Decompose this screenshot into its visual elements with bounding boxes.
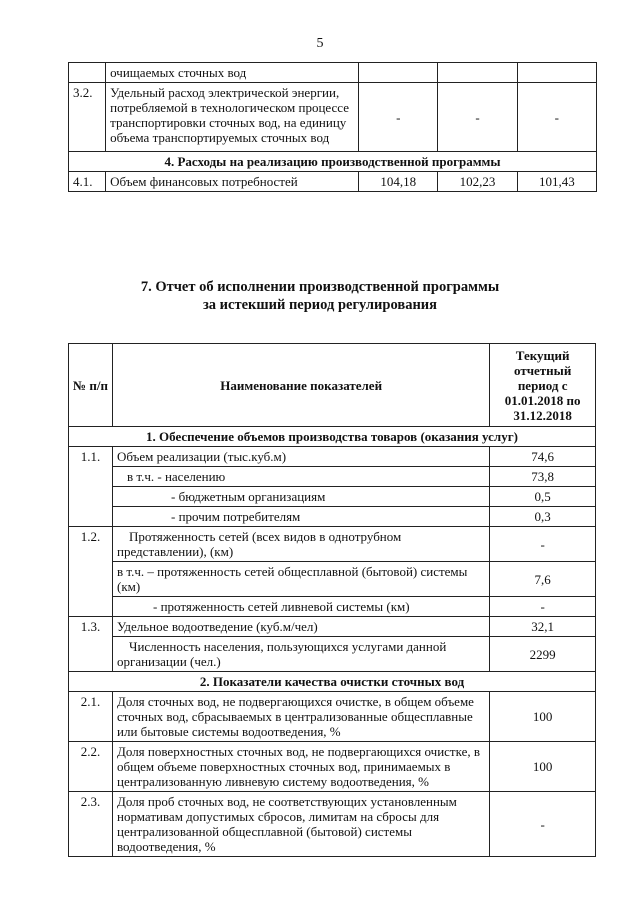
value-cell: -: [359, 83, 438, 152]
top-table: [68, 62, 597, 192]
row-number: 2.2.: [69, 742, 113, 792]
table-row: [69, 692, 596, 742]
table-row: [69, 83, 597, 152]
indicator-name: Объем реализации (тыс.куб.м): [113, 447, 490, 467]
table-row: [69, 467, 596, 487]
value-cell: -: [438, 83, 517, 152]
indicator-name: в т.ч. – протяженность сетей общесплавной (бытовой) системы (км): [113, 562, 490, 597]
table-row: [69, 172, 597, 192]
value-cell: 32,1: [490, 617, 596, 637]
row-number: 4.1.: [69, 172, 106, 192]
indicator-name: Доля поверхностных сточных вод, не подвергающихся очистке, в общем объеме поверхностных сточных вод, принимаемых в централизованную ливневую систему водоотведения, %: [113, 742, 490, 792]
value-cell: 101,43: [517, 172, 596, 192]
value-cell: 0,5: [490, 487, 596, 507]
indicator-name: Удельный расход электрической энергии, потребляемой в технологическом процессе транспортировки сточных вод, на единицу объема транспортируемых сточных вод: [106, 83, 359, 152]
indicator-name: - бюджетным организациям: [113, 487, 490, 507]
section-title-line: 7. Отчет об исполнении производственной программы: [140, 279, 500, 295]
indicator-name: в т.ч. - населению: [113, 467, 490, 487]
section-heading: 4. Расходы на реализацию производственной программы: [69, 152, 597, 172]
table-row: [69, 792, 596, 857]
header-number: № п/п: [69, 344, 113, 427]
section-heading: 1. Обеспечение объемов производства товаров (оказания услуг): [69, 427, 596, 447]
value-cell: -: [517, 83, 596, 152]
indicator-name: Протяженность сетей (всех видов в однотрубном представлении), (км): [113, 527, 490, 562]
table-row: [69, 597, 596, 617]
header-row: [69, 344, 596, 427]
header-period: Текущий отчетный период с 01.01.2018 по 31.12.2018: [490, 344, 596, 427]
value-cell: [438, 63, 517, 83]
value-cell: 100: [490, 742, 596, 792]
value-cell: 2299: [490, 637, 596, 672]
row-number: [69, 63, 106, 83]
value-cell: 7,6: [490, 562, 596, 597]
value-cell: -: [490, 527, 596, 562]
indicator-name: очищаемых сточных вод: [106, 63, 359, 83]
table-row: [69, 637, 596, 672]
table-row: [69, 487, 596, 507]
table-row: [69, 742, 596, 792]
table-row: [69, 63, 597, 83]
section-row: [69, 152, 597, 172]
value-cell: [517, 63, 596, 83]
row-number: 3.2.: [69, 83, 106, 152]
page-number: 5: [316, 36, 324, 51]
section-row: [69, 672, 596, 692]
header-name: Наименование показателей: [113, 344, 490, 427]
value-cell: 74,6: [490, 447, 596, 467]
value-cell: 0,3: [490, 507, 596, 527]
value-cell: 104,18: [359, 172, 438, 192]
table-row: [69, 527, 596, 562]
indicator-name: Численность населения, пользующихся услугами данной организации (чел.): [113, 637, 490, 672]
table-row: [69, 447, 596, 467]
indicator-name: Доля проб сточных вод, не соответствующих установленным нормативам допустимых сбросов, лимитам на сбросы для централизованной общесплавной (бытовой) системы водоотведения, %: [113, 792, 490, 857]
value-cell: 100: [490, 692, 596, 742]
value-cell: 102,23: [438, 172, 517, 192]
value-cell: -: [490, 597, 596, 617]
value-cell: 73,8: [490, 467, 596, 487]
section-heading: 2. Показатели качества очистки сточных вод: [69, 672, 596, 692]
section-title-line: за истекший период регулирования: [202, 297, 438, 313]
indicator-name: Доля сточных вод, не подвергающихся очистке, в общем объеме сточных вод, сбрасываемых в централизованные общесплавные или бытовые системы водоотведения, %: [113, 692, 490, 742]
row-number: 2.1.: [69, 692, 113, 742]
indicator-name: Объем финансовых потребностей: [106, 172, 359, 192]
indicator-name: Удельное водоотведение (куб.м/чел): [113, 617, 490, 637]
row-number: 1.1.: [69, 447, 113, 527]
row-number: 1.2.: [69, 527, 113, 617]
report-table: [68, 343, 596, 857]
value-cell: [359, 63, 438, 83]
value-cell: -: [490, 792, 596, 857]
indicator-name: - прочим потребителям: [113, 507, 490, 527]
table-row: [69, 617, 596, 637]
table-row: [69, 507, 596, 527]
section-row: [69, 427, 596, 447]
table-row: [69, 562, 596, 597]
section-title: [0, 278, 640, 314]
row-number: 2.3.: [69, 792, 113, 857]
row-number: 1.3.: [69, 617, 113, 672]
indicator-name: - протяженность сетей ливневой системы (км): [113, 597, 490, 617]
